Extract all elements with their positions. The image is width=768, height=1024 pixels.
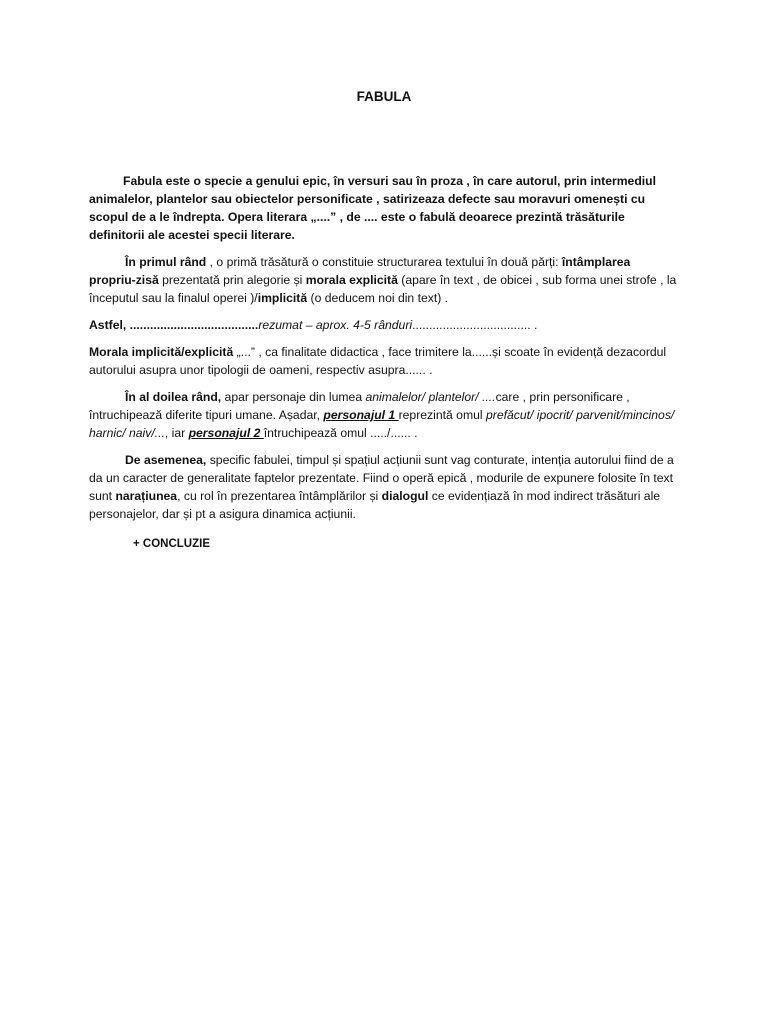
- characters-italic-f: prefăcut/ ipocrit/ parvenit/mincinos/ harnic/ naiv/...: [89, 408, 675, 440]
- paragraph-structure: [89, 253, 679, 307]
- paragraph-summary: [89, 316, 679, 334]
- characters-text-e: reprezintă omul: [398, 408, 486, 422]
- character-1-label: personajul 1: [323, 408, 399, 422]
- structure-text-a: , o primă trăsătură o constituie structurarea textului în două părți:: [206, 255, 562, 269]
- structure-text-e: (apare în text , de obicei , sub forma unei strofe , la începutul sau la finalul operei )/: [89, 273, 677, 305]
- narration-text-c: , cu rol în prezentarea întâmplărilor și: [177, 489, 382, 503]
- paragraph-narration: [89, 451, 679, 523]
- structure-lead: În primul rând: [125, 255, 207, 269]
- paragraph-definition: Fabula este o specie a genului epic, în versuri sau în proza , în care autorul, prin intermediul animalelor, plantelor sau obiectelor personificate , satirizeaza defecte sau moravuri omenești cu scopul de a le îndrepta. Opera literara „....” , de .... este o fabulă deoarece prezintă trăsăturile definitorii ale acestei specii literare.: [89, 174, 657, 242]
- conclusion-heading: + CONCLUZIE: [133, 538, 210, 550]
- characters-italic-b: animalelor/ plantelor/ ....: [365, 390, 496, 404]
- narration-text-a: specific fabulei, timpul și spațiul acțiunii sunt vag conturate, intenția autorului fiind de a da un caracter de generalitate faptelor prezentate. Fiind o operă epică , modurile de expunere folosite în text sunt: [89, 453, 674, 503]
- moral-lead: Morala implicită/explicită: [89, 345, 234, 359]
- narration-bold-b: narațiunea: [115, 489, 178, 503]
- characters-lead: În al doilea rând,: [125, 390, 222, 404]
- narration-bold-d: dialogul: [381, 489, 429, 503]
- structure-bold-f: implicită: [257, 291, 308, 305]
- document-title: FABULA: [356, 89, 412, 104]
- document-body: [89, 172, 679, 553]
- paragraph-characters: [89, 388, 679, 442]
- characters-text-c: care , prin personificare , întruchipează diferite tipuri umane. Așadar,: [89, 390, 630, 422]
- narration-text-e: ce evidențiază în mod indirect trăsături ale personajelor, dar și pt a asigura dinamica acțiunii.: [89, 489, 661, 521]
- paragraph-moral: [89, 343, 679, 379]
- summary-lead: Astfel, ......................................: [89, 318, 259, 332]
- structure-text-c: prezentată prin alegorie și: [158, 273, 306, 287]
- moral-text: „...” , ca finalitate didactica , face trimitere la......și scoate în evidență dezacordul autorului asupra unor tipologii de oameni, respectiv asupra...... .: [89, 345, 667, 377]
- characters-text-a: apar personaje din lumea: [221, 390, 366, 404]
- character-2-label: personajul 2: [188, 426, 264, 440]
- structure-bold-d: morala explicită: [305, 273, 398, 287]
- summary-italic: rezumat – aprox. 4-5 rânduri: [258, 318, 413, 332]
- structure-bold-b: întâmplarea propriu-zisă: [89, 255, 631, 287]
- narration-lead: De asemenea,: [125, 453, 207, 467]
- structure-text-g: (o deducem noi din text) .: [307, 291, 449, 305]
- summary-tail: ................................... .: [412, 318, 538, 332]
- characters-text-g: , iar: [164, 426, 189, 440]
- characters-text-i: întruchipează omul ...../...... .: [263, 426, 418, 440]
